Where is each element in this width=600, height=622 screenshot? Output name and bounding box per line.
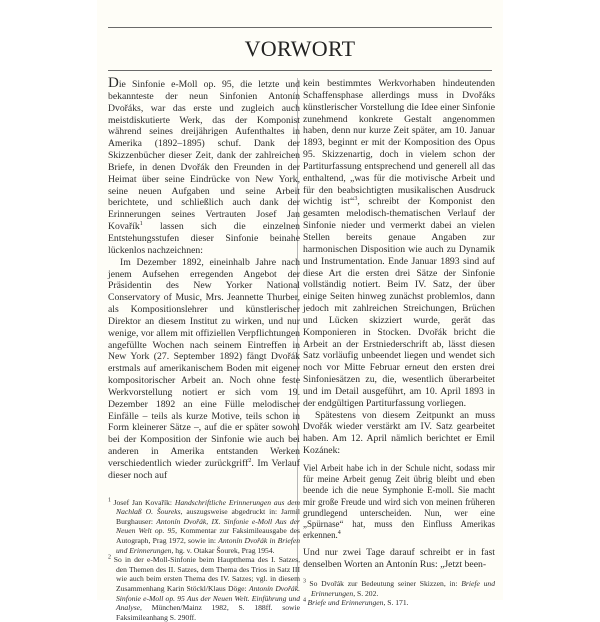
footnote-ref[interactable]: 4 <box>337 530 341 537</box>
drop-cap: D <box>108 75 119 91</box>
left-paragraph-2: Im Dezember 1892, eineinhalb Jahre nach jenem Aufsehen erregenden Angebot der Präsidentin des New Yorker National Conservatory of Music, Mrs. Jeannette Thurber, als Kompositionslehrer und künstlerischer Direktor an diesem Institut zu wirken, und nur wenige, vor allem mit offiziellen Verpflichtungen angefüllte Wochen nach seinem Eintreffen in New York (27. September 1892) fängt Dvořák erstmals auf amerikanischem Boden mit eigener kompositorischer Arbeit an. Noch ohne feste Werkvorstellung notiert er sich vom 19. Dezember 1892 an eine Fülle melodischer Einfälle – teils als kurze Motive, teils schon in Form kleinerer Sätze –, auf die er später sowohl bei der Komposition der Sinfonie wie auch bei anderen in Amerika entstanden Werken verschiedentlich wieder zurückgriff$^2$. Im Verlauf dieser noch auf <box>108 256 300 481</box>
right-paragraph-1: kein bestimmtes Werkvorhaben hindeutenden Schaffensphase allerdings muss in Dvořáks künstlerischer Vorstellung die Idee einer Sinfonie zunehmend konkrete Gestalt angenommen haben, denn nur kurze Zeit später, am 10. Januar 1893, beginnt er mit der Komposition des Opus 95. Skizzenartig, doch in vielem schon der Partiturfassung entsprechend und generell all das enthaltend, „was für die motivische Arbeit und für den beabsichtigten musikalischen Ausdruck wichtig ist“$^3$, schreibt der Komponist den gesamten melodisch-thematischen Verlauf der Sinfonie nieder und vermerkt dabei an vielen Stellen bereits genaue Angaben zur harmonischen Disposition wie auch zu Dynamik und Instrumentation. Ende Januar 1893 sind auf diese Art die ersten drei Sätze der Sinfonie vollständig notiert. Beim IV. Satz, der über einige Seiten hinweg zunächst problemlos, dann jedoch mit zahlreichen Streichungen, Brüchen und Lücken skizziert wurde, gerät das Komponieren in Stocken. Dvořák bricht die Arbeit an der Erstniederschrift ab, lässt diesen Satz vorläufig unbeendet liegen und wendet sich noch vor Mitte Februar erneut den ersten drei Sinfoniesätzen zu, die, wesentlich überarbeitet und im Detail ausgeführt, am 10. April 1893 in der endgültigen Partiturfassung vorliegen. <box>303 78 495 409</box>
footnote-ref[interactable]: 1 <box>139 220 143 227</box>
footnote-number: 1 <box>108 497 114 504</box>
block-quote: Viel Arbeit habe ich in der Schule nicht, sodass mir für meine Arbeit genug Zeit übrig bleibt und eben beende ich die neue Symphonie E-moll. Sie macht mir große Freude und wird sich von meinen früheren grundlegend unterscheiden. Nun, wer eine „Spürnase“ hat, muss den Einfluss Amerikas erkennen.$^4$ <box>303 463 495 541</box>
header-rule-top <box>108 27 492 28</box>
header-rule-bottom <box>108 70 492 71</box>
footnote-1: $^1$ Josef Jan Kovařík: Handschriftliche Erinnerungen aus dem Nachlaß O. Šoureks, auszugsweise abgedruckt in: Jarmil Burghauser: Antonín Dvořák, IX. Sinfonie e-Moll Aus der Neuen Welt op. 95, Kommentar zur Faksimileausgabe des Autograph, Prag 1972, sowie in: Antonín Dvořák in Briefen und Erinnerungen, hg. v. Otakar Šourek, Prag 1954. <box>108 497 301 555</box>
right-column <box>303 78 495 608</box>
footnote-ref[interactable]: 3 <box>354 196 358 203</box>
footnote-3: $^3$ So Dvořák zur Bedeutung seiner Skizzen, in: Briefe und Erinnerungen, S. 202. <box>303 578 496 598</box>
footnote-4: $^4$ Briefe und Erinnerungen, S. 171. <box>303 597 409 608</box>
right-paragraph-3: Und nur zwei Tage darauf schreibt er in fast denselben Worten an Antonín Rus: „Jetzt been- <box>303 547 495 571</box>
footnote-number: 3 <box>303 578 310 585</box>
right-footnotes <box>303 579 495 608</box>
footnote-ref[interactable]: 2 <box>248 457 252 464</box>
footnote-number: 2 <box>108 554 114 561</box>
left-column <box>108 75 301 622</box>
left-footnotes <box>108 498 300 622</box>
page-title: VORWORT <box>244 36 356 61</box>
footnote-2: $^2$ So in der e-Moll-Sinfonie beim Hauptthema des I. Satzes, den Themen des II. Satzes, dem Thema des Trios in Satz III wie auch beim ersten Thema des IV. Satzes; vgl. in diesem Zusammenhang Karin Stöckl/Klaus Döge: Antonín Dvořák. Sinfonie e-Moll op. 95 Aus der Neuen Welt. Einführung und Analyse, München/Mainz 1982, S. 188ff. sowie Faksimileanhang S. 290ff. <box>108 554 300 622</box>
right-paragraph-2: Spätestens von diesem Zeitpunkt an muss Dvořák wieder verstärkt am IV. Satz gearbeitet haben. Am 12. April nämlich berichtet er Emil Kozánek: <box>303 409 495 457</box>
left-paragraph-1: Die Sinfonie e-Moll op. 95, die letzte und bekannteste der neun Sinfonien Antonín Dvořáks, war das erste und zugleich auch meistdiskutierte Werk, das der Komponist während seines dreijährigen Aufenthaltes in Amerika (1892–1895) schuf. Dank der Skizzenbücher dieser Zeit, dank der zahlreichen Briefe, in denen Dvořák den Freunden in der Heimat über seine Eindrücke von New York, seine neuen Aufgaben und seine Arbeit berichtete, und schließlich auch dank der Erinnerungen seines Vertrauten Josef Jan Kovařík$^1$ lassen sich die einzelnen Entstehungsstufen dieser Sinfonie beinahe lückenlos nachzeichnen: <box>108 75 300 256</box>
footnote-number: 4 <box>303 597 308 604</box>
